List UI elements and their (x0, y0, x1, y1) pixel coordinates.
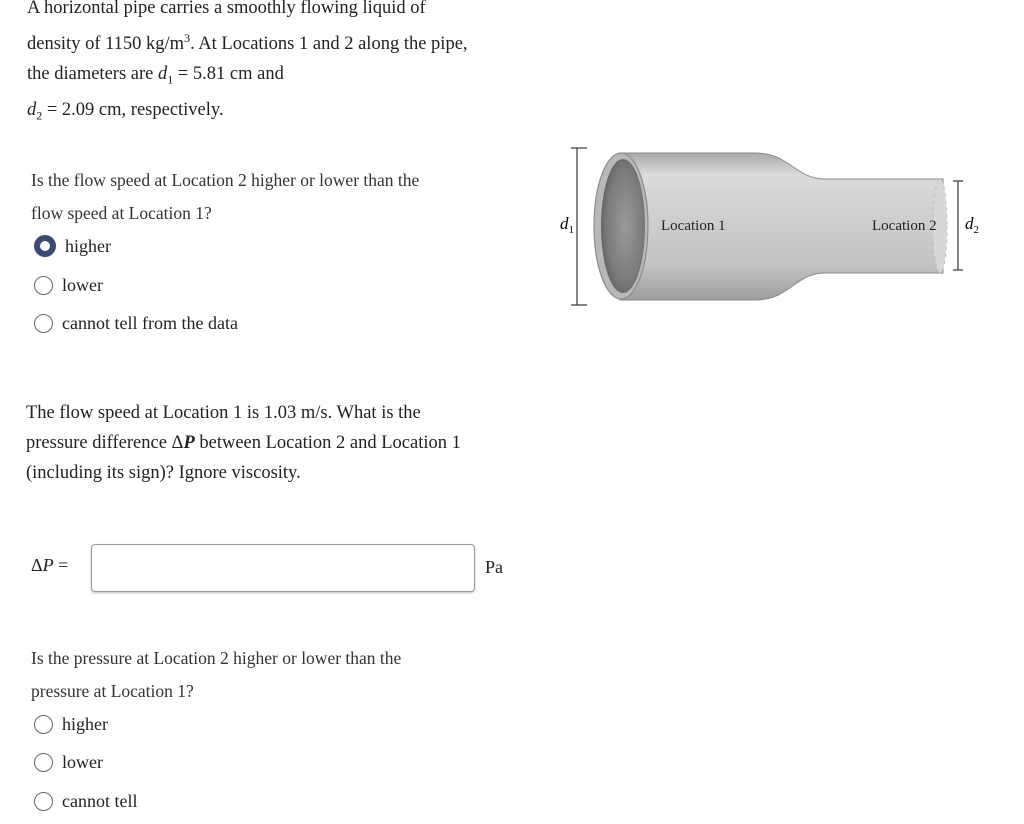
problem-line-4: $d_2 = 2.09$ cm, respectively. (27, 99, 224, 123)
delta-p-label: ΔP = (31, 555, 69, 575)
d1-label: $d_1$ (560, 214, 574, 236)
q1-option-higher[interactable]: higher (34, 235, 111, 257)
q3-option-lower[interactable]: lower (34, 752, 103, 773)
q1-radio-lower[interactable] (34, 276, 53, 295)
problem-line-1: A horizontal pipe carries a smoothly flowing liquid of (27, 0, 426, 18)
q1-option-cannot-tell[interactable]: cannot tell from the data (34, 313, 238, 334)
delta-p-answer-input[interactable] (91, 544, 475, 592)
problem-statement (27, 0, 547, 131)
d2-dimension (953, 181, 963, 270)
q3-radio-cannot-tell[interactable] (34, 792, 53, 811)
unit-label: Pa (485, 557, 503, 577)
question-3-text: Is the pressure at Location 2 higher or lower than the pressure at Location 1? (31, 648, 402, 701)
d2-label: $d_2$ (965, 214, 979, 236)
q3-radio-higher[interactable] (34, 715, 53, 734)
q3-option-higher[interactable]: higher (34, 714, 108, 735)
q3-option-cannot-tell[interactable]: cannot tell (34, 791, 137, 812)
q3-radio-lower[interactable] (34, 753, 53, 772)
q1-radio-higher-selected[interactable] (34, 235, 56, 257)
q1-option-lower[interactable]: lower (34, 275, 103, 296)
question-2-text: The flow speed at Location 1 is 1.03 m/s. What is the pressure difference ΔP between Location 2 and Location 1 (including its sign)? Ignore viscosity. (26, 403, 461, 483)
location-2-label: Location 2 (872, 218, 937, 234)
location-1-opening-inner (601, 159, 645, 293)
q1-radio-cannot-tell[interactable] (34, 314, 53, 333)
problem-line-2: density of 1150 $kg/m^3$. At Locations 1 and 2 along the pipe, (27, 31, 468, 55)
pipe-diagram (550, 135, 1000, 320)
question-1-text: Is the flow speed at Location 2 higher or lower than the flow speed at Location 1? (31, 170, 420, 223)
location-1-label: Location 1 (661, 218, 726, 234)
problem-line-3: the diameters are $d_1 = 5.81$ cm and (27, 64, 284, 87)
